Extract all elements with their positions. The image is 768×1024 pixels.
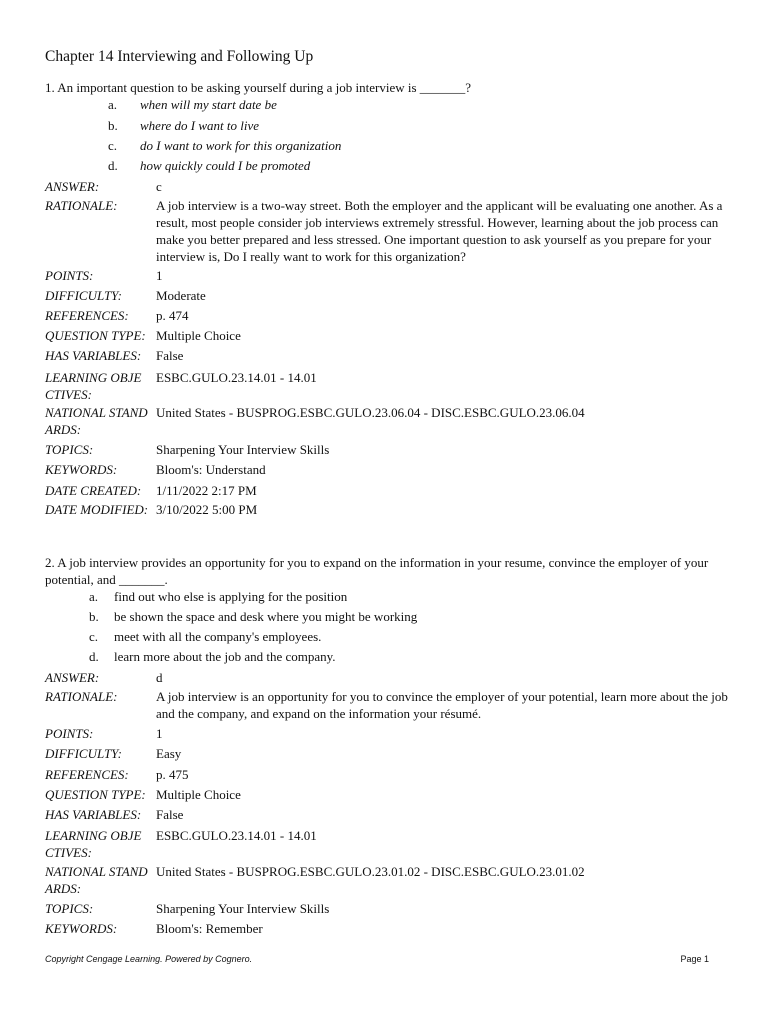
option-letter: c. xyxy=(108,138,118,153)
national-standards-value: United States - BUSPROG.ESBC.GULO.23.06.04 - DISC.ESBC.GULO.23.06.04 xyxy=(156,405,585,420)
points-value: 1 xyxy=(156,726,163,741)
references-value: p. 474 xyxy=(156,308,189,323)
label-line-2: CTIVES: xyxy=(45,845,92,860)
chapter-title: Chapter 14 Interviewing and Following Up xyxy=(45,48,314,65)
answer-value: c xyxy=(156,179,162,194)
rationale-value: A job interview is an opportunity for you to convince the employer of your potential, learn more about the job and the company, and expand on the information your résumé. xyxy=(156,689,728,721)
rationale-label: RATIONALE: xyxy=(45,198,118,213)
option-letter: a. xyxy=(89,589,99,604)
question-type-label: QUESTION TYPE: xyxy=(45,787,146,802)
page-number: Page 1 xyxy=(680,954,709,964)
option-letter: a. xyxy=(108,97,118,112)
option-text: find out who else is applying for the position xyxy=(114,589,348,604)
option-text: meet with all the company's employees. xyxy=(114,629,322,644)
label-line-2: ARDS: xyxy=(45,881,82,896)
learning-objectives-label xyxy=(45,369,141,403)
question-type-value: Multiple Choice xyxy=(156,328,241,343)
label-line-1: LEARNING OBJE xyxy=(45,370,142,385)
copyright-footer: Copyright Cengage Learning. Powered by Cognero. xyxy=(45,954,253,964)
option-letter: c. xyxy=(89,629,99,644)
option-text: learn more about the job and the company. xyxy=(114,649,336,664)
option-text: do I want to work for this organization xyxy=(140,138,342,153)
references-label: REFERENCES: xyxy=(45,767,129,782)
question-2-stem: 2. A job interview provides an opportunity for you to expand on the information in your resume, convince the employer of your potential, and _______. xyxy=(45,555,709,587)
difficulty-value: Moderate xyxy=(156,288,206,303)
difficulty-label: DIFFICULTY: xyxy=(45,746,122,761)
label-line-1: NATIONAL STAND xyxy=(45,405,148,420)
topics-value: Sharpening Your Interview Skills xyxy=(156,901,330,916)
topics-value: Sharpening Your Interview Skills xyxy=(156,442,330,457)
option-letter: b. xyxy=(108,118,118,133)
national-standards-value: United States - BUSPROG.ESBC.GULO.23.01.02 - DISC.ESBC.GULO.23.01.02 xyxy=(156,864,585,879)
answer-value: d xyxy=(156,670,163,685)
option-letter: d. xyxy=(89,649,99,664)
date-created-label: DATE CREATED: xyxy=(45,483,142,498)
difficulty-value: Easy xyxy=(156,746,182,761)
references-label: REFERENCES: xyxy=(45,308,129,323)
topics-label: TOPICS: xyxy=(45,901,94,916)
question-1-stem: 1. An important question to be asking yourself during a job interview is _______? xyxy=(45,80,472,95)
label-line-2: CTIVES: xyxy=(45,387,92,402)
national-standards-label xyxy=(45,863,148,897)
keywords-label: KEYWORDS: xyxy=(45,921,118,936)
references-value: p. 475 xyxy=(156,767,189,782)
points-label: POINTS: xyxy=(45,726,94,741)
label-line-1: LEARNING OBJE xyxy=(45,828,142,843)
date-modified-value: 3/10/2022 5:00 PM xyxy=(156,502,258,517)
label-line-2: ARDS: xyxy=(45,422,82,437)
points-label: POINTS: xyxy=(45,268,94,283)
option-text: where do I want to live xyxy=(140,118,260,133)
keywords-value: Bloom's: Understand xyxy=(156,462,266,477)
label-line-1: NATIONAL STAND xyxy=(45,864,148,879)
national-standards-label xyxy=(45,404,148,438)
keywords-value: Bloom's: Remember xyxy=(156,921,263,936)
rationale-value: A job interview is a two-way street. Both the employer and the applicant will be evaluating one another. As a result, most people consider job interviews extremely stressful. However, learning about the job process can make you better prepared and less stressed. One important question to ask yourself as you prepare for your interview is, Do I really want to work for this organization? xyxy=(156,198,723,264)
option-letter: d. xyxy=(108,158,118,173)
answer-label: ANSWER: xyxy=(45,179,100,194)
has-variables-value: False xyxy=(156,807,184,822)
learning-objectives-label xyxy=(45,827,141,861)
difficulty-label: DIFFICULTY: xyxy=(45,288,122,303)
learning-objectives-value: ESBC.GULO.23.14.01 - 14.01 xyxy=(156,370,317,385)
has-variables-label: HAS VARIABLES: xyxy=(45,348,142,363)
answer-label: ANSWER: xyxy=(45,670,100,685)
rationale-label: RATIONALE: xyxy=(45,689,118,704)
question-type-label: QUESTION TYPE: xyxy=(45,328,146,343)
option-text: how quickly could I be promoted xyxy=(140,158,311,173)
option-text: when will my start date be xyxy=(140,97,277,112)
option-text: be shown the space and desk where you might be working xyxy=(114,609,418,624)
has-variables-label: HAS VARIABLES: xyxy=(45,807,142,822)
date-created-value: 1/11/2022 2:17 PM xyxy=(156,483,257,498)
date-modified-label: DATE MODIFIED: xyxy=(45,502,149,517)
question-type-value: Multiple Choice xyxy=(156,787,241,802)
keywords-label: KEYWORDS: xyxy=(45,462,118,477)
learning-objectives-value: ESBC.GULO.23.14.01 - 14.01 xyxy=(156,828,317,843)
has-variables-value: False xyxy=(156,348,184,363)
points-value: 1 xyxy=(156,268,163,283)
option-letter: b. xyxy=(89,609,99,624)
topics-label: TOPICS: xyxy=(45,442,94,457)
